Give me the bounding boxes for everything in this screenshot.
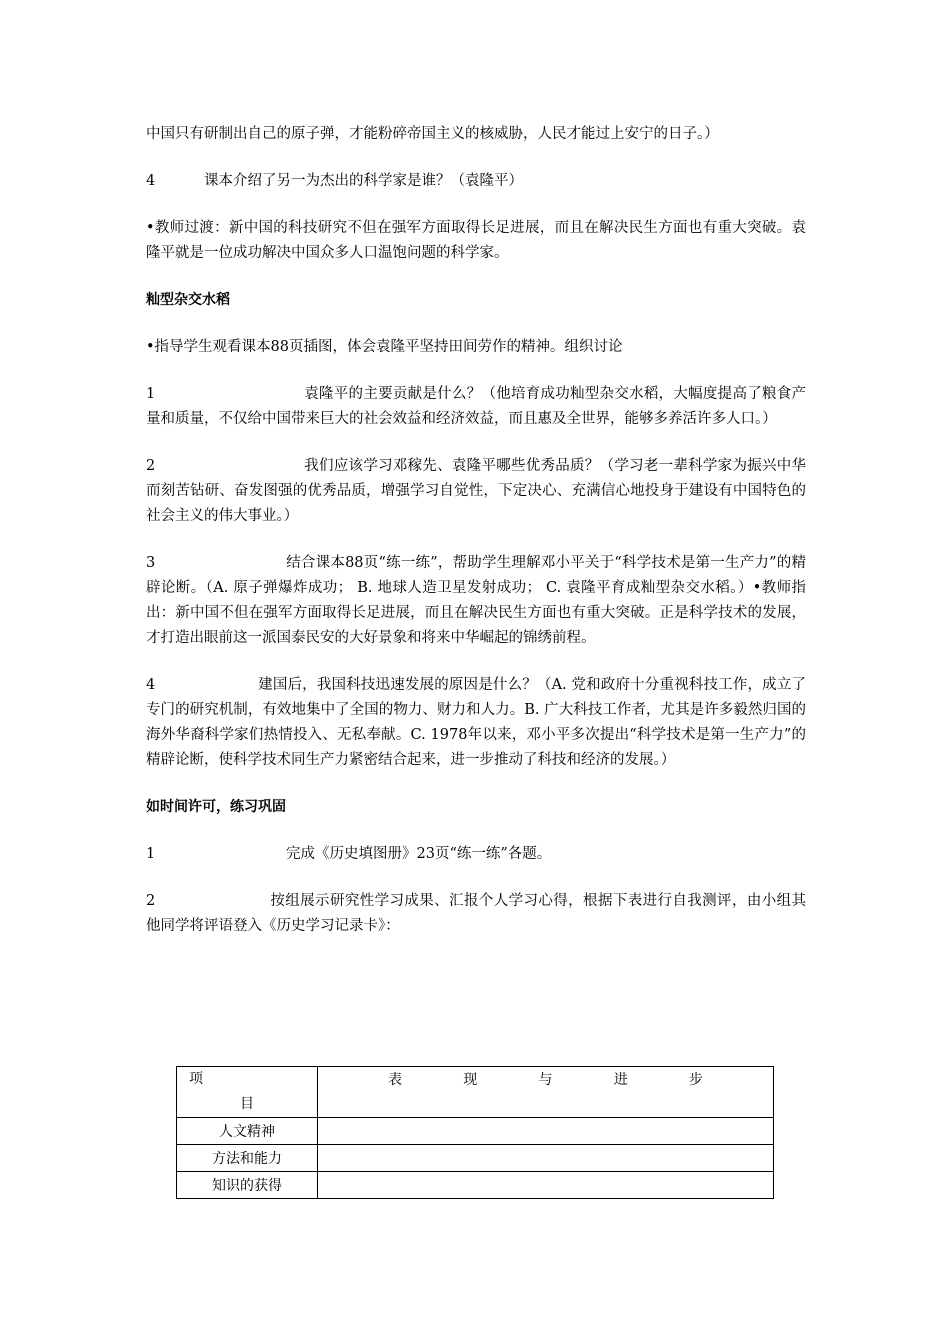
row-label-methods: 方法和能力	[177, 1145, 318, 1172]
self-evaluation-table	[176, 1066, 774, 1199]
header-char: 步	[689, 1071, 703, 1088]
table-row	[177, 1118, 774, 1145]
header-performance-cell	[318, 1067, 774, 1118]
exercise-text: 完成《历史填图册》23页“练一练”各题。	[286, 846, 552, 862]
discussion-text: 袁隆平的主要贡献是什么？（他培育成功籼型杂交水稻，大幅度提高了粮食产量和质量，不仅给中国带来巨大的社会效益和经济效益，而且惠及全世界，能够多养活许多人口。）	[146, 386, 806, 427]
list-number: 2	[146, 458, 156, 474]
row-label-knowledge: 知识的获得	[177, 1172, 318, 1199]
header-char: 与	[538, 1071, 553, 1088]
table-row	[177, 1145, 774, 1172]
row-label-humanities: 人文精神	[177, 1118, 318, 1145]
section-heading-hybrid-rice: 籼型杂交水稻	[146, 292, 230, 308]
exercise-item-1	[146, 842, 806, 867]
question-4	[146, 169, 806, 194]
paragraph-atomic-bomb: 中国只有研制出自己的原子弹，才能粉碎帝国主义的核威胁，人民才能过上安宁的日子。）	[146, 126, 719, 142]
discussion-item-1	[146, 382, 806, 432]
list-number: 2	[146, 893, 156, 909]
header-char: 表	[388, 1071, 402, 1088]
table-row	[177, 1172, 774, 1199]
list-number: 3	[146, 555, 156, 571]
list-number: 4	[146, 677, 156, 693]
list-number: 1	[146, 386, 156, 402]
list-number: 4	[146, 173, 156, 189]
row-value-cell[interactable]	[318, 1118, 774, 1145]
exercise-text: 按组展示研究性学习成果、汇报个人学习心得，根据下表进行自我测评，由小组其他同学将评语登入《历史学习记录卡》：	[146, 893, 806, 934]
teacher-transition: •教师过渡：新中国的科技研究不但在强军方面取得长足进展，而且在解决民生方面也有重大突破。袁隆平就是一位成功解决中国众多人口温饱问题的科学家。	[146, 220, 806, 261]
discussion-text: 建国后，我国科技迅速发展的原因是什么？（A. 党和政府十分重视科技工作，成立了专门的研究机制，有效地集中了全国的物力、财力和人力。B. 广大科技工作者，尤其是许多毅然归国的海外华裔科学家们热情投入、无私奉献。C. 1978年以来，邓小平多次提出“科学技术是第一生产力”的精辟论断，使科学技术同生产力紧密结合起来，进一步推动了科技和经济的发展。）	[146, 677, 806, 768]
list-number: 1	[146, 846, 156, 862]
row-value-cell[interactable]	[318, 1145, 774, 1172]
question-text: 课本介绍了另一为杰出的科学家是谁？（袁隆平）	[204, 173, 523, 189]
section-heading-practice: 如时间许可，练习巩固	[146, 799, 286, 815]
discussion-item-4	[146, 673, 806, 773]
guide-instruction: •指导学生观看课本88页插图，体会袁隆平坚持田间劳作的精神。组织讨论	[146, 339, 623, 355]
discussion-item-2	[146, 454, 806, 529]
discussion-text: 我们应该学习邓稼先、袁隆平哪些优秀品质？（学习老一辈科学家为振兴中华而刻苦钻研、奋发图强的优秀品质，增强学习自觉性，下定决心、充满信心地投身于建设有中国特色的社会主义的伟大事业。）	[146, 458, 806, 524]
discussion-item-3	[146, 551, 806, 651]
discussion-text: 结合课本88页“练一练”，帮助学生理解邓小平关于“科学技术是第一生产力”的精辟论断。（A. 原子弹爆炸成功； B. 地球人造卫星发射成功； C. 袁隆平育成籼型杂交水稻。）•教师指出：新中国不但在强军方面取得长足进展，而且在解决民生方面也有重大突破。正是科学技术的发展，才打造出眼前这一派国泰民安的大好景象和将来中华崛起的锦绣前程。	[146, 555, 806, 646]
exercise-item-2	[146, 889, 806, 939]
header-item-cell	[177, 1067, 318, 1118]
table-header-row	[177, 1067, 774, 1118]
header-char: 现	[463, 1071, 478, 1088]
header-char: 进	[613, 1071, 628, 1088]
header-item-line-2: 目	[240, 1096, 254, 1112]
header-item-line-1: 项	[189, 1071, 203, 1087]
row-value-cell[interactable]	[318, 1172, 774, 1199]
document-body	[146, 122, 806, 961]
